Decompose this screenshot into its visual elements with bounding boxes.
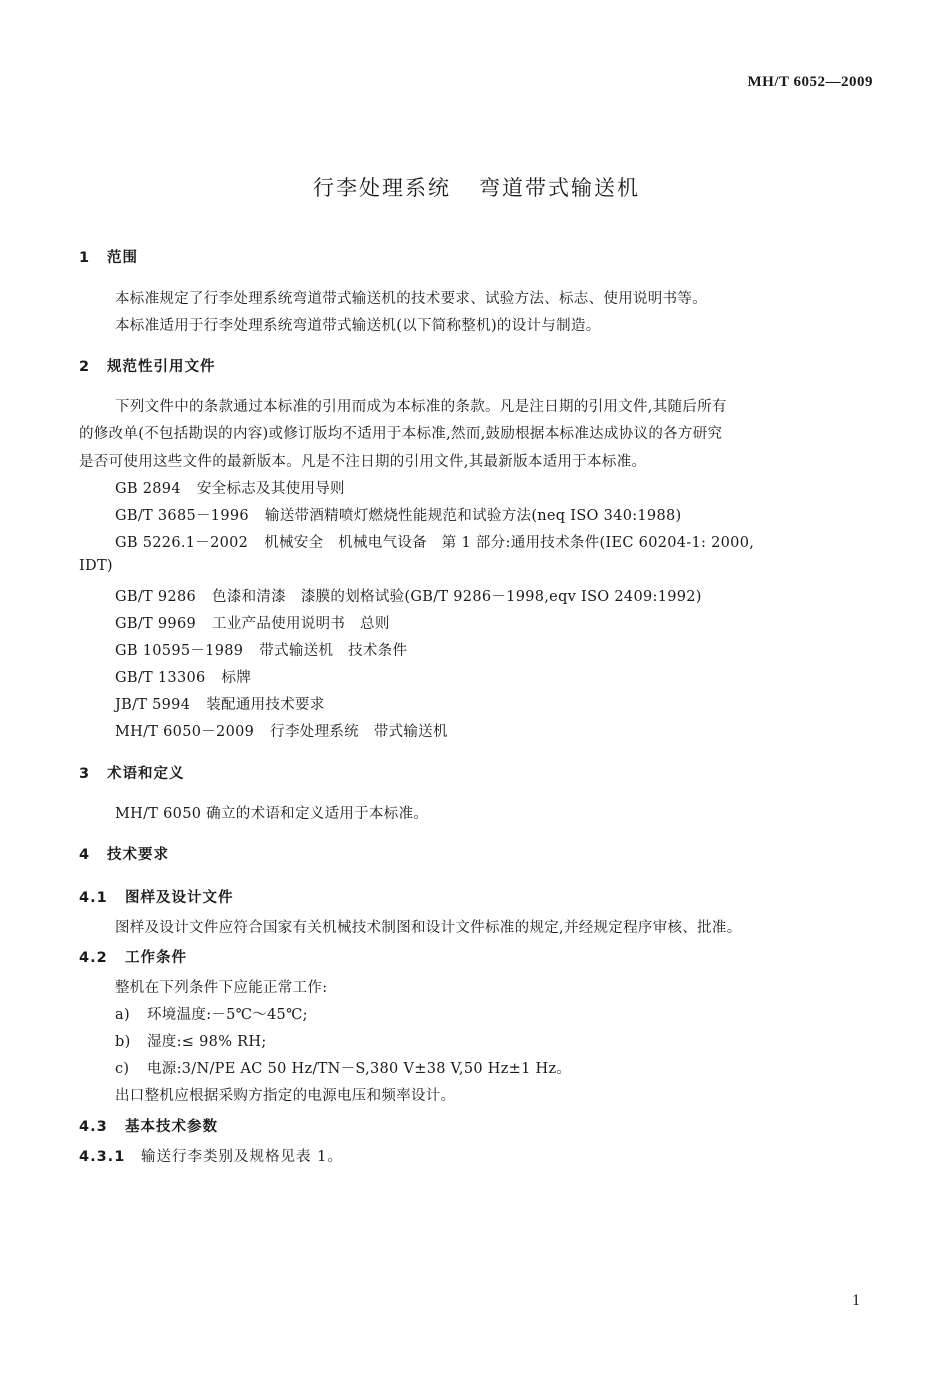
section-4-2-heading: 4.2 工作条件	[79, 950, 187, 966]
reference-item-continuation: IDT)	[79, 558, 113, 574]
doc-code: MH/T 6052—2009	[747, 74, 873, 90]
reference-item: GB 10595－1989 带式输送机 技术条件	[115, 643, 408, 659]
section-4-2-paragraph-2: 出口整机应根据采购方指定的电源电压和频率设计。	[115, 1088, 456, 1104]
section-2-intro-line-3: 是否可使用这些文件的最新版本。凡是不注日期的引用文件,其最新版本适用于本标准。	[79, 454, 647, 470]
list-item: a) 环境温度:－5℃～45℃;	[115, 1007, 308, 1023]
reference-item: GB/T 9969 工业产品使用说明书 总则	[115, 616, 390, 632]
section-1-paragraph-2: 本标准适用于行李处理系统弯道带式输送机(以下简称整机)的设计与制造。	[115, 318, 601, 334]
section-1-paragraph-1: 本标准规定了行李处理系统弯道带式输送机的技术要求、试验方法、标志、使用说明书等。	[115, 291, 707, 307]
section-3-heading: 3 术语和定义	[79, 766, 185, 782]
section-4-2-paragraph-1: 整机在下列条件下应能正常工作:	[115, 980, 328, 996]
reference-item: GB 5226.1－2002 机械安全 机械电气设备 第 1 部分:通用技术条件(IEC 60204-1: 2000,	[115, 535, 755, 551]
section-4-3-1-clause: 4.3.1 输送行李类别及规格见表 1。	[79, 1149, 343, 1165]
section-4-1-heading: 4.1 图样及设计文件	[79, 890, 234, 906]
section-4-3-heading: 4.3 基本技术参数	[79, 1119, 218, 1135]
section-2-heading: 2 规范性引用文件	[79, 359, 216, 375]
section-4-1-paragraph: 图样及设计文件应符合国家有关机械技术制图和设计文件标准的规定,并经规定程序审核、批准。	[115, 920, 742, 936]
list-item: b) 湿度:≤ 98% RH;	[115, 1034, 267, 1050]
section-2-intro-line-1: 下列文件中的条款通过本标准的引用而成为本标准的条款。凡是注日期的引用文件,其随后所有	[115, 399, 727, 415]
page-number: 1	[852, 1292, 860, 1309]
title-part-2: 弯道带式输送机	[479, 176, 640, 200]
reference-item: GB 2894 安全标志及其使用导则	[115, 481, 345, 497]
section-1-heading: 1 范围	[79, 250, 138, 266]
list-item: c) 电源:3/N/PE AC 50 Hz/TN－S,380 V±38 V,50 Hz±1 Hz。	[115, 1061, 572, 1077]
document-title	[79, 172, 874, 202]
section-4-heading: 4 技术要求	[79, 847, 169, 863]
reference-item: GB/T 3685－1996 输送带酒精喷灯燃烧性能规范和试验方法(neq ISO 340:1988)	[115, 508, 682, 524]
reference-item: GB/T 9286 色漆和清漆 漆膜的划格试验(GB/T 9286－1998,eqv ISO 2409:1992)	[115, 589, 702, 605]
section-3-paragraph: MH/T 6050 确立的术语和定义适用于本标准。	[115, 806, 429, 822]
reference-item: GB/T 13306 标牌	[115, 670, 252, 686]
reference-item: JB/T 5994 装配通用技术要求	[115, 697, 325, 713]
title-part-1: 行李处理系统	[313, 176, 451, 200]
reference-item: MH/T 6050－2009 行李处理系统 带式输送机	[115, 724, 448, 740]
section-2-intro-line-2: 的修改单(不包括勘误的内容)或修订版均不适用于本标准,然而,鼓励根据本标准达成协议的各方研究	[79, 426, 723, 442]
